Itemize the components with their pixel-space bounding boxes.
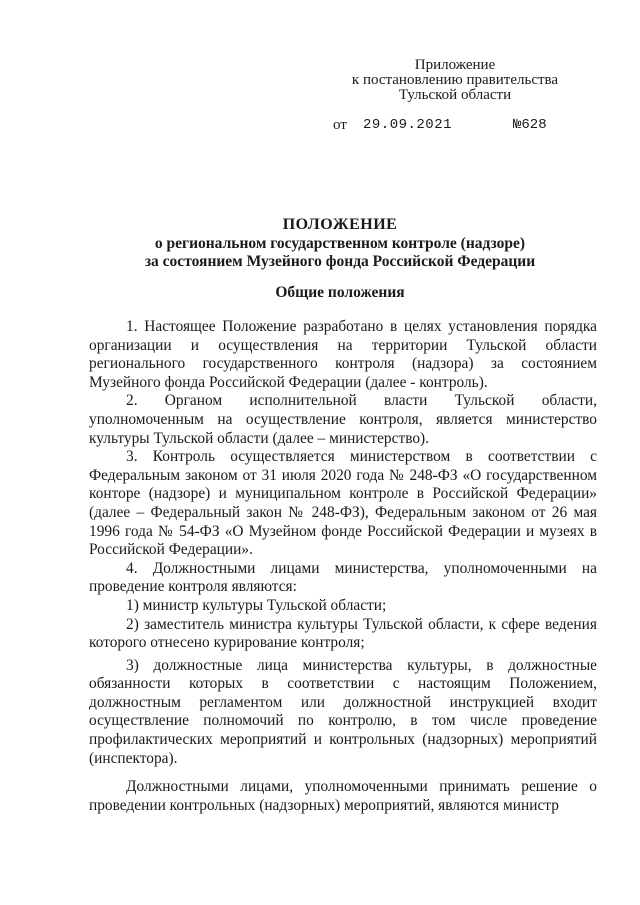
appendix-line: Тульской области: [398, 87, 512, 103]
title-line: за состоянием Музейного фонда Российской Федерации: [144, 253, 536, 270]
title-line: о региональном государственном контроле (надзоре): [154, 234, 526, 252]
paragraph: 4. Должностными лицами министерства, уполномоченными на проведение контроля являются:: [89, 559, 597, 596]
paragraph: Должностными лицами, уполномоченными принимать решение о проведении контрольных (надзорных) мероприятий, являются министр: [89, 778, 597, 814]
section-title: Общие положения: [275, 284, 405, 301]
appendix-header: [340, 58, 570, 103]
resolution-date: 29.09.2021: [363, 117, 453, 133]
from-label: от: [333, 117, 347, 133]
appendix-line: к постановлению правительства: [351, 72, 559, 88]
paragraph: 1) министр культуры Тульской области;: [126, 596, 387, 614]
paragraph: 2. Органом исполнительной власти Тульской области, уполномоченным на осуществление контроля, является министерство культуры Тульской области (далее – министерство).: [89, 392, 597, 447]
appendix-line: Приложение: [414, 57, 496, 73]
document-title: [90, 216, 590, 272]
paragraph: 1. Настоящее Положение разработано в целях установления порядка организации и осуществления на территории Тульской области регионального государственного контроля (надзора) за состоянием Музейного фонда Российской Федерации (далее - контроль).: [89, 318, 597, 391]
title-line: ПОЛОЖЕНИЕ: [282, 216, 398, 233]
document-body: [89, 318, 597, 815]
resolution-date-number: [333, 117, 573, 135]
paragraph: 3. Контроль осуществляется министерством в соответствии с Федеральным законом от 31 июля 2020 года № 248-ФЗ «О государственном конторе (надзоре) и муниципальном контроле в Российской Федерации» (далее – Федеральный закон № 248-ФЗ), Федеральным законом от 26 мая 1996 года № 54-ФЗ «О Музейном фонде Российской Федерации и музеях в Российской Федерации».: [89, 448, 597, 559]
resolution-number: №628: [513, 117, 547, 133]
paragraph: 2) заместитель министра культуры Тульской области, к сфере ведения которого отнесено курирование контроля;: [89, 615, 597, 652]
paragraph: 3) должностные лица министерства культуры, в должностные обязанности которых в соответствии с настоящим Положением, должностным регламентом или должностной инструкцией входит осуществление полномочий по контролю, в том числе проведение профилактических мероприятий и контрольных (надзорных) мероприятий (инспектора).: [89, 656, 597, 767]
